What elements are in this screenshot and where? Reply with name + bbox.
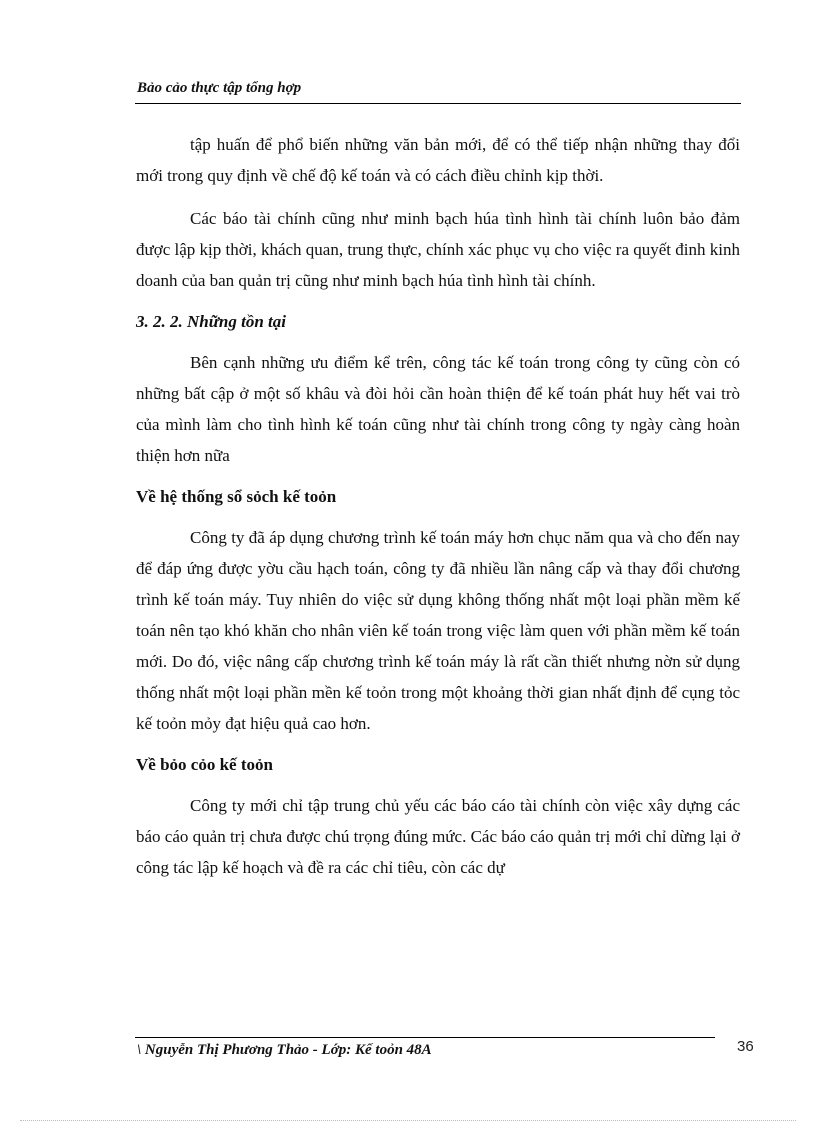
- paragraph-5: Công ty mới chỉ tập trung chủ yếu các báo cáo tài chính còn việc xây dựng các báo cáo quản trị chưa được chú trọng đúng mức. Các báo cáo quản trị mới chỉ dừng lại ở công tác lập kế hoạch và đề ra các chỉ tiêu, còn các dự: [136, 796, 740, 877]
- page-number: 36: [737, 1038, 754, 1055]
- page-bottom-edge: [20, 1120, 796, 1121]
- paragraph-4: Công ty đã áp dụng chương trình kế toán máy hơn chục năm qua và cho đến nay để đáp ứng được yờu cầu hạch toán, công ty đã nhiều lần nâng cấp và thay đổi chương trình kế toán máy. Tuy nhiên do việc sử dụng không thống nhất một loại phần mềm kế toán nên tạo khó khăn cho nhân viên kế toán trong việc làm quen với phần mềm kế toán mới. Do đó, việc nâng cấp chương trình kế toán máy là rất cần thiết nhưng nờn sử dụng thống nhất một loại phần mền kế toỏn trong một khoảng thời gian nhất định để cụng tỏc kế toỏn mỏy đạt hiệu quả cao hơn.: [136, 528, 740, 733]
- running-header: Bảo cảo thực tập tổng hợp: [137, 80, 302, 96]
- subheading-accounting-books: Về hệ thống sổ sỏch kế toỏn: [136, 487, 337, 506]
- subheading-accounting-reports: Về bỏo cỏo kế toỏn: [136, 755, 273, 774]
- header-divider: [135, 103, 741, 104]
- section-heading: 3. 2. 2. Những tồn tại: [136, 312, 286, 331]
- paragraph-1: tập huấn để phổ biến những văn bản mới, để có thể tiếp nhận những thay đổi mới trong quy định về chế độ kế toán và có cách điều chỉnh kịp thời.: [136, 135, 740, 185]
- footer-divider: [135, 1037, 715, 1038]
- footer-author: \ Nguyễn Thị Phương Thảo - Lớp: Kế toỏn 48A: [137, 1042, 432, 1058]
- page-body: [136, 129, 740, 883]
- paragraph-2: Các báo tài chính cũng như minh bạch húa tình hình tài chính luôn bảo đảm được lập kịp thời, khách quan, trung thực, chính xác phục vụ cho việc ra quyết đinh kinh doanh của ban quản trị cũng như minh bạch húa tình hình tài chính.: [136, 209, 740, 290]
- paragraph-3: Bên cạnh những ưu điểm kể trên, công tác kế toán trong công ty cũng còn có những bất cập ở một số khâu và đòi hỏi cần hoàn thiện để kế toán phát huy hết vai trò của mình làm cho tình hình kế toán cũng như tài chính trong công ty ngày càng hoàn thiện hơn nữa: [136, 353, 740, 465]
